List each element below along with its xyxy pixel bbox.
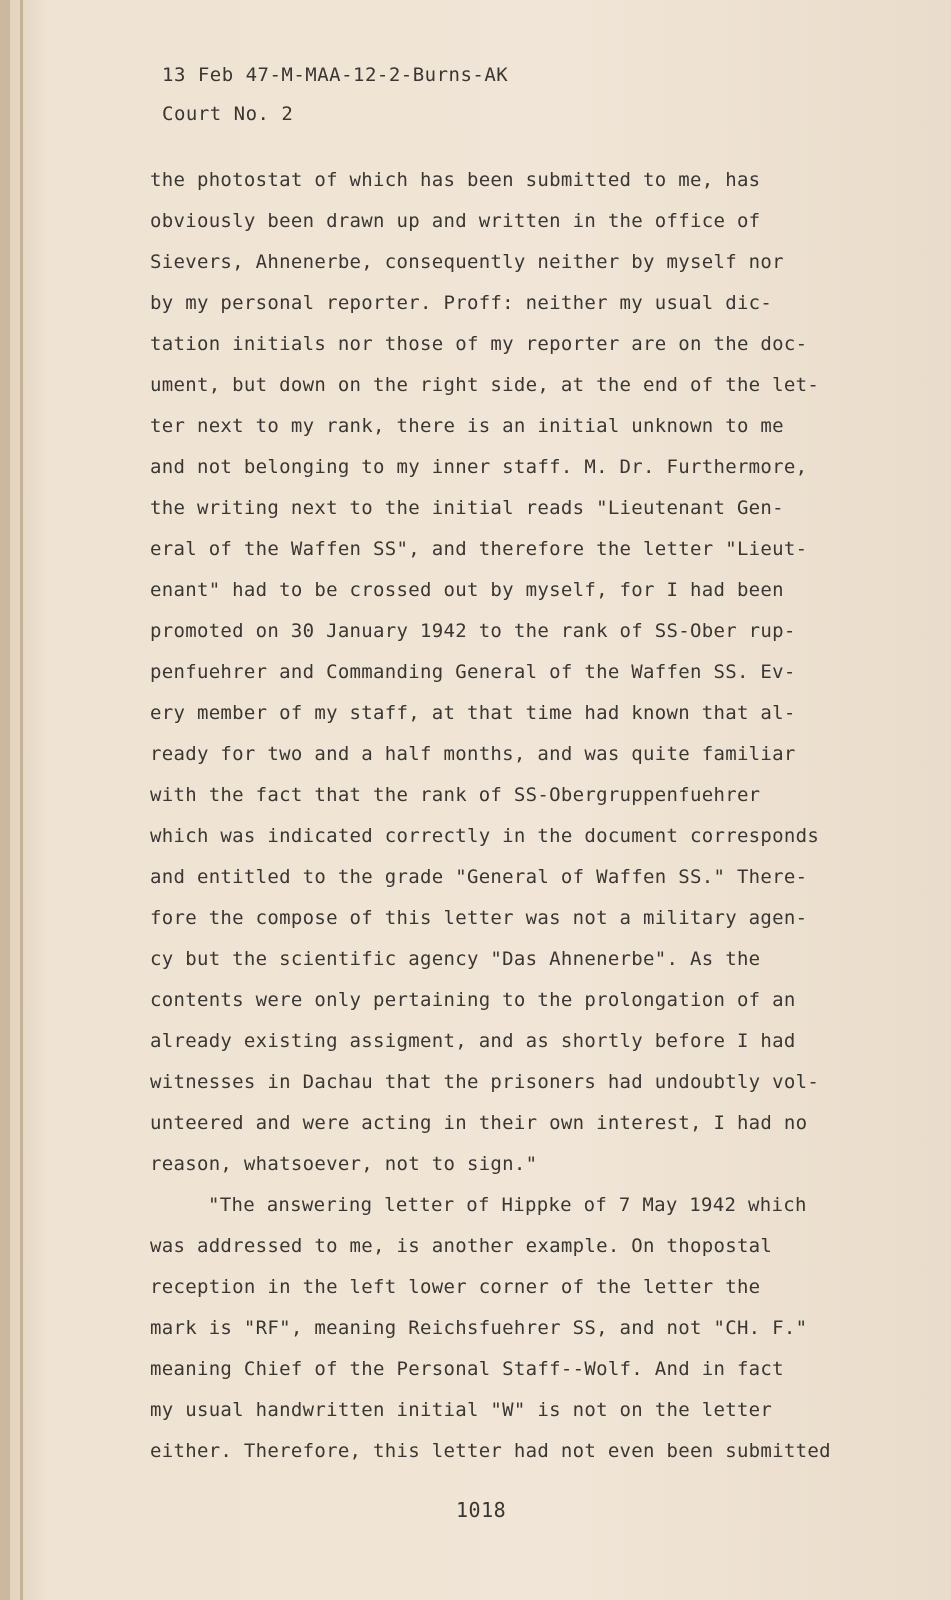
text-line: witnesses in Dachau that the prisoners had undoubtly vol- (150, 1071, 820, 1093)
text-line: which was indicated correctly in the document corresponds (150, 825, 820, 847)
text-line: fore the compose of this letter was not a military agen- (150, 907, 808, 929)
text-line: penfuehrer and Commanding General of the Waffen SS. Ev- (150, 661, 796, 683)
text-line: reason, whatsoever, not to sign." (150, 1153, 538, 1175)
text-line: was addressed to me, is another example. On thopostal (150, 1235, 773, 1257)
page-number: 1018 (456, 1498, 507, 1522)
body-text (150, 160, 870, 1472)
text-line: already existing assigment, and as shortly before I had (150, 1030, 796, 1052)
reference-line: 13 Feb 47-M-MAA-12-2-Burns-AK (162, 64, 509, 86)
text-line: and not belonging to my inner staff. M. Dr. Furthermore, (150, 456, 808, 478)
text-line: ument, but down on the right side, at the end of the let- (150, 374, 820, 396)
text-line: obviously been drawn up and written in the office of (150, 210, 761, 232)
text-line: my usual handwritten initial "W" is not on the letter (150, 1399, 773, 1421)
text-line: by my personal reporter. Proff: neither my usual dic- (150, 292, 773, 314)
text-line: meaning Chief of the Personal Staff--Wolf. And in fact (150, 1358, 784, 1380)
text-line: the writing next to the initial reads "Lieutenant Gen- (150, 497, 784, 519)
text-line: mark is "RF", meaning Reichsfuehrer SS, and not "CH. F." (150, 1317, 808, 1339)
text-line: contents were only pertaining to the prolongation of an (150, 989, 796, 1011)
text-line: with the fact that the rank of SS-Obergruppenfuehrer (150, 784, 761, 806)
text-line: Sievers, Ahnenerbe, consequently neither by myself nor (150, 251, 784, 273)
text-line: cy but the scientific agency "Das Ahnenerbe". As the (150, 948, 761, 970)
text-line: unteered and were acting in their own interest, I had no (150, 1112, 808, 1134)
text-line: eral of the Waffen SS", and therefore the letter "Lieut- (150, 538, 808, 560)
text-line: the photostat of which has been submitted to me, has (150, 169, 761, 191)
text-line: either. Therefore, this letter had not even been submitted (150, 1440, 831, 1462)
text-line: ter next to my rank, there is an initial unknown to me (150, 415, 784, 437)
page-edge (20, 0, 23, 1600)
text-line: enant" had to be crossed out by myself, for I had been (150, 579, 784, 601)
text-line: promoted on 30 January 1942 to the rank of SS-Ober rup- (150, 620, 796, 642)
text-line: ready for two and a half months, and was quite familiar (150, 743, 796, 765)
paragraph-start-line: "The answering letter of Hippke of 7 May 1942 which (208, 1194, 807, 1216)
text-line: ery member of my staff, at that time had known that al- (150, 702, 796, 724)
court-line: Court No. 2 (162, 103, 294, 125)
text-line: and entitled to the grade "General of Waffen SS." There- (150, 866, 808, 888)
text-line: tation initials nor those of my reporter are on the doc- (150, 333, 808, 355)
text-line: reception in the left lower corner of the letter the (150, 1276, 761, 1298)
